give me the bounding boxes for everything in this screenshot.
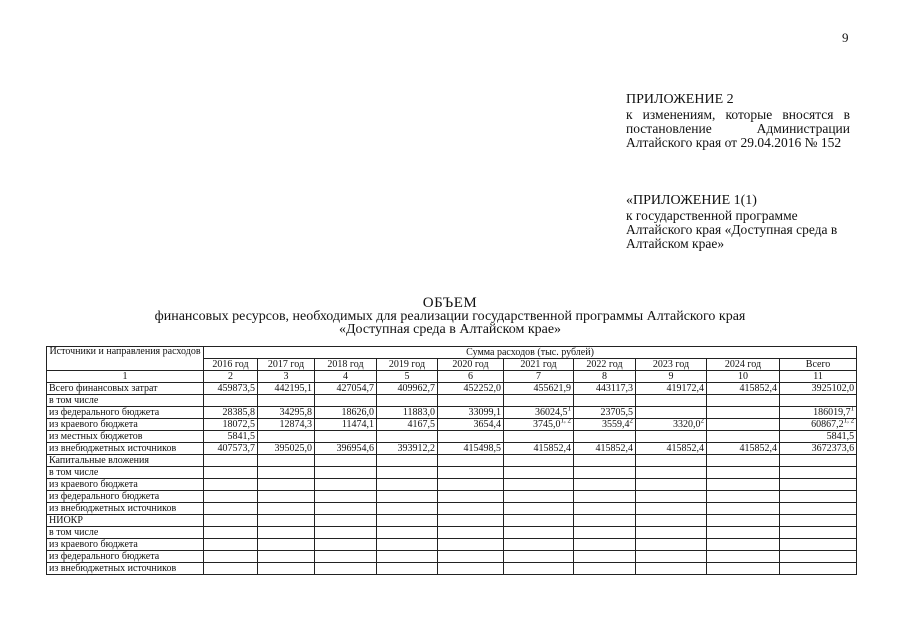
table-cell xyxy=(574,455,636,467)
table-cell xyxy=(258,443,315,455)
table-cell xyxy=(258,431,315,443)
table-cell xyxy=(780,479,857,491)
table-cell xyxy=(258,407,315,419)
cell-value: 4167,5 xyxy=(407,419,435,430)
year-header: 2020 год xyxy=(438,359,504,371)
table-cell xyxy=(204,527,258,539)
table-cell xyxy=(204,467,258,479)
table-cell xyxy=(377,551,438,563)
row-label: в том числе xyxy=(47,395,204,407)
table-cell xyxy=(707,479,780,491)
cell-value: 11883,0 xyxy=(402,407,435,418)
table-cell xyxy=(504,419,574,431)
table-cell xyxy=(504,491,574,503)
table-row xyxy=(47,467,857,479)
year-header: Всего xyxy=(780,359,857,371)
row-label: Всего финансовых затрат xyxy=(47,383,204,395)
row-label: из федерального бюджета xyxy=(47,491,204,503)
table-cell xyxy=(315,419,377,431)
column-number: 11 xyxy=(780,371,857,383)
row-label: из краевого бюджета xyxy=(47,419,204,431)
table-row xyxy=(47,491,857,503)
row-label: из федерального бюджета xyxy=(47,407,204,419)
cell-value: 3654,4 xyxy=(473,419,501,430)
cell-value: 3925102,0 xyxy=(811,383,855,394)
table-cell xyxy=(315,515,377,527)
table-cell xyxy=(707,431,780,443)
table-cell xyxy=(707,395,780,407)
table-cell xyxy=(780,383,857,395)
table-cell xyxy=(707,503,780,515)
table-cell xyxy=(315,443,377,455)
table-cell xyxy=(780,563,857,575)
table-cell xyxy=(707,455,780,467)
table-cell xyxy=(438,539,504,551)
table-cell xyxy=(780,395,857,407)
table-cell xyxy=(636,443,707,455)
table-cell xyxy=(377,419,438,431)
table-cell xyxy=(636,479,707,491)
table-cell xyxy=(574,515,636,527)
table-cell xyxy=(636,395,707,407)
table-cell xyxy=(315,407,377,419)
table-cell xyxy=(204,419,258,431)
table-cell xyxy=(315,395,377,407)
table-row xyxy=(47,539,857,551)
cell-value: 3559,4 xyxy=(602,419,630,430)
table-cell xyxy=(636,491,707,503)
table-cell xyxy=(780,419,857,431)
table-cell xyxy=(707,539,780,551)
table-row xyxy=(47,407,857,419)
table-cell xyxy=(438,503,504,515)
table-cell xyxy=(438,551,504,563)
table-cell xyxy=(315,431,377,443)
table-row xyxy=(47,395,857,407)
table-cell xyxy=(707,407,780,419)
table-header-row xyxy=(47,347,857,359)
table-cell xyxy=(636,467,707,479)
table-cell xyxy=(504,467,574,479)
title-line-1: ОБЪЕМ xyxy=(422,295,478,311)
year-header: 2022 год xyxy=(574,359,636,371)
row-label: Капитальные вложения xyxy=(47,455,204,467)
cell-value: 415498,5 xyxy=(463,443,501,454)
table-row xyxy=(47,383,857,395)
table-cell xyxy=(258,563,315,575)
table-cell xyxy=(438,515,504,527)
row-label: из внебюджетных источников xyxy=(47,443,204,455)
column-number: 7 xyxy=(504,371,574,383)
table-row xyxy=(47,563,857,575)
table-cell xyxy=(780,443,857,455)
row-label: в том числе xyxy=(47,527,204,539)
cell-value: 395025,0 xyxy=(274,443,312,454)
cell-value: 3745,0 xyxy=(533,419,561,430)
table-cell xyxy=(315,479,377,491)
document-title xyxy=(100,297,800,336)
table-cell xyxy=(574,503,636,515)
table-cell xyxy=(258,383,315,395)
table-cell xyxy=(574,539,636,551)
title-line-3: «Доступная среда в Алтайском крае» xyxy=(338,322,562,337)
table-cell xyxy=(377,479,438,491)
row-label: НИОКР xyxy=(47,515,204,527)
footnote-mark: 1, 2 xyxy=(843,418,855,425)
cell-value: 3320,0 xyxy=(673,419,701,430)
year-header: 2017 год xyxy=(258,359,315,371)
table-cell xyxy=(504,515,574,527)
table-cell xyxy=(377,407,438,419)
table-cell xyxy=(204,431,258,443)
cell-value: 415852,4 xyxy=(533,443,571,454)
table-cell xyxy=(377,455,438,467)
column-number: 4 xyxy=(315,371,377,383)
cell-value: 419172,4 xyxy=(666,383,704,394)
cell-value: 452252,0 xyxy=(463,383,501,394)
table-cell xyxy=(636,515,707,527)
table-cell xyxy=(204,455,258,467)
table-cell xyxy=(258,479,315,491)
table-cell xyxy=(707,467,780,479)
table-cell xyxy=(574,383,636,395)
appendix-block xyxy=(626,93,850,150)
cell-value: 18626,0 xyxy=(341,407,374,418)
table-row xyxy=(47,443,857,455)
table-cell xyxy=(636,407,707,419)
footnote-mark: 2 xyxy=(629,418,633,425)
table-cell xyxy=(780,515,857,527)
table-cell xyxy=(780,407,857,419)
column-number: 1 xyxy=(47,371,204,383)
appendix-inner-text: к государственной программе Алтайского края «Доступная среда в Алтайском крае» xyxy=(626,208,838,251)
table-cell xyxy=(377,395,438,407)
table-cell xyxy=(504,539,574,551)
table-cell xyxy=(574,443,636,455)
table-cell xyxy=(636,551,707,563)
cell-value: 34295,8 xyxy=(279,407,312,418)
table-cell xyxy=(574,491,636,503)
table-cell xyxy=(377,527,438,539)
table-cell xyxy=(438,419,504,431)
table-cell xyxy=(438,431,504,443)
table-cell xyxy=(636,383,707,395)
cell-value: 18072,5 xyxy=(222,419,255,430)
financing-table xyxy=(46,346,857,575)
table-cell xyxy=(438,455,504,467)
cell-value: 415852,4 xyxy=(739,443,777,454)
cell-value: 415852,4 xyxy=(739,383,777,394)
table-cell xyxy=(780,431,857,443)
footnote-mark: 1 xyxy=(850,406,855,413)
table-row xyxy=(47,419,857,431)
appendix-text: к изменениям, которые вносятся в постановление Администрации Алтайского края от 29.04.2016 № 152 xyxy=(626,107,850,150)
table-cell xyxy=(707,491,780,503)
table-cell xyxy=(707,563,780,575)
table-cell xyxy=(574,479,636,491)
table-cell xyxy=(204,539,258,551)
table-cell xyxy=(636,539,707,551)
cell-value: 442195,1 xyxy=(274,383,312,394)
year-header: 2023 год xyxy=(636,359,707,371)
table-cell xyxy=(707,443,780,455)
table-cell xyxy=(204,407,258,419)
table-cell xyxy=(438,407,504,419)
appendix-inner-block xyxy=(626,194,850,251)
table-cell xyxy=(315,491,377,503)
table-row xyxy=(47,527,857,539)
footnote-mark: 2 xyxy=(700,418,704,425)
column-number: 6 xyxy=(438,371,504,383)
table-cell xyxy=(204,491,258,503)
table-cell xyxy=(258,419,315,431)
table-cell xyxy=(574,395,636,407)
table-row xyxy=(47,551,857,563)
amount-header: Сумма расходов (тыс. рублей) xyxy=(204,347,857,359)
table-cell xyxy=(377,503,438,515)
table-cell xyxy=(315,503,377,515)
year-header: 2016 год xyxy=(204,359,258,371)
table-row xyxy=(47,455,857,467)
cell-value: 5841,5 xyxy=(826,431,855,442)
cell-value: 60867,2 xyxy=(811,419,844,430)
column-number-row xyxy=(47,371,857,383)
table-cell xyxy=(780,455,857,467)
cell-value: 5841,5 xyxy=(227,431,255,442)
table-cell xyxy=(204,515,258,527)
table-cell xyxy=(574,563,636,575)
row-label: из федерального бюджета xyxy=(47,551,204,563)
cell-value: 427054,7 xyxy=(336,383,374,394)
cell-value: 12874,3 xyxy=(279,419,312,430)
table-cell xyxy=(438,563,504,575)
table-cell xyxy=(707,419,780,431)
table-cell xyxy=(504,431,574,443)
table-cell xyxy=(636,563,707,575)
table-cell xyxy=(377,539,438,551)
table-cell xyxy=(377,383,438,395)
cell-value: 396954,6 xyxy=(336,443,374,454)
table-cell xyxy=(574,419,636,431)
page-number: 9 xyxy=(842,30,849,45)
table-cell xyxy=(504,551,574,563)
table-cell xyxy=(258,539,315,551)
table-cell xyxy=(574,551,636,563)
table-cell xyxy=(204,395,258,407)
row-label: из краевого бюджета xyxy=(47,479,204,491)
table-cell xyxy=(780,467,857,479)
cell-value: 11474,1 xyxy=(341,419,374,430)
table-cell xyxy=(204,551,258,563)
row-label: из местных бюджетов xyxy=(47,431,204,443)
table-cell xyxy=(504,383,574,395)
table-cell xyxy=(258,503,315,515)
table-cell xyxy=(636,527,707,539)
cell-value: 415852,4 xyxy=(595,443,633,454)
appendix-heading: ПРИЛОЖЕНИЕ 2 xyxy=(626,92,734,107)
table-cell xyxy=(315,455,377,467)
table-cell xyxy=(315,527,377,539)
row-label: в том числе xyxy=(47,467,204,479)
cell-value: 186019,7 xyxy=(813,407,851,418)
table-cell xyxy=(780,551,857,563)
table-cell xyxy=(377,467,438,479)
table-cell xyxy=(258,515,315,527)
table-cell xyxy=(315,539,377,551)
cell-value: 407573,7 xyxy=(217,443,255,454)
table-cell xyxy=(504,503,574,515)
title-line-2: финансовых ресурсов, необходимых для реализации государственной программы Алтайского края xyxy=(154,309,746,324)
table-cell xyxy=(258,467,315,479)
column-number: 3 xyxy=(258,371,315,383)
table-cell xyxy=(377,431,438,443)
table-cell xyxy=(504,455,574,467)
table-cell xyxy=(504,395,574,407)
footnote-mark: 1 xyxy=(567,406,571,413)
table-cell xyxy=(504,443,574,455)
table-cell xyxy=(315,551,377,563)
table-cell xyxy=(377,443,438,455)
appendix-inner-heading: «ПРИЛОЖЕНИЕ 1(1) xyxy=(626,193,757,208)
table-cell xyxy=(636,431,707,443)
cell-value: 36024,5 xyxy=(535,407,568,418)
year-header: 2019 год xyxy=(377,359,438,371)
table-cell xyxy=(438,467,504,479)
cell-value: 455621,9 xyxy=(533,383,571,394)
table-cell xyxy=(315,383,377,395)
footnote-mark: 1, 2 xyxy=(560,418,571,425)
table-cell xyxy=(707,527,780,539)
column-number: 9 xyxy=(636,371,707,383)
cell-value: 409962,7 xyxy=(397,383,435,394)
table-cell xyxy=(707,515,780,527)
table-cell xyxy=(315,563,377,575)
table-row xyxy=(47,515,857,527)
row-label: из внебюджетных источников xyxy=(47,503,204,515)
table-cell xyxy=(574,467,636,479)
table-cell xyxy=(258,491,315,503)
column-number: 8 xyxy=(574,371,636,383)
table-cell xyxy=(204,563,258,575)
table-cell xyxy=(574,431,636,443)
table-cell xyxy=(258,527,315,539)
column-number: 10 xyxy=(707,371,780,383)
cell-value: 443117,3 xyxy=(595,383,633,394)
table-cell xyxy=(258,395,315,407)
table-cell xyxy=(707,383,780,395)
cell-value: 393912,2 xyxy=(397,443,435,454)
table-cell xyxy=(504,527,574,539)
cell-value: 23705,5 xyxy=(600,407,633,418)
table-cell xyxy=(258,455,315,467)
cell-value: 33099,1 xyxy=(468,407,501,418)
table-cell xyxy=(636,503,707,515)
table-cell xyxy=(504,407,574,419)
table-cell xyxy=(377,515,438,527)
table-cell xyxy=(504,479,574,491)
table-cell xyxy=(574,527,636,539)
column-number: 5 xyxy=(377,371,438,383)
table-row xyxy=(47,503,857,515)
table-cell xyxy=(780,527,857,539)
table-cell xyxy=(204,479,258,491)
cell-value: 459873,5 xyxy=(217,383,255,394)
table-cell xyxy=(780,539,857,551)
table-cell xyxy=(636,455,707,467)
table-cell xyxy=(315,467,377,479)
year-header: 2018 год xyxy=(315,359,377,371)
table-cell xyxy=(707,551,780,563)
table-cell xyxy=(780,491,857,503)
cell-value: 28385,8 xyxy=(222,407,255,418)
table-row xyxy=(47,479,857,491)
table-row xyxy=(47,431,857,443)
table-cell xyxy=(204,503,258,515)
table-cell xyxy=(377,563,438,575)
cell-value: 415852,4 xyxy=(666,443,704,454)
year-header: 2024 год xyxy=(707,359,780,371)
column-number: 2 xyxy=(204,371,258,383)
table-cell xyxy=(438,443,504,455)
table-cell xyxy=(636,419,707,431)
table-cell xyxy=(438,527,504,539)
table-cell xyxy=(204,383,258,395)
table-cell xyxy=(258,551,315,563)
table-cell xyxy=(438,479,504,491)
table-cell xyxy=(204,443,258,455)
table-cell xyxy=(438,491,504,503)
table-cell xyxy=(574,407,636,419)
table-cell xyxy=(438,383,504,395)
row-label: из краевого бюджета xyxy=(47,539,204,551)
year-header: 2021 год xyxy=(504,359,574,371)
source-header: Источники и направления расходов xyxy=(47,347,204,371)
table-cell xyxy=(377,491,438,503)
table-cell xyxy=(438,395,504,407)
table-cell xyxy=(780,503,857,515)
row-label: из внебюджетных источников xyxy=(47,563,204,575)
table-cell xyxy=(504,563,574,575)
cell-value: 3672373,6 xyxy=(811,443,855,454)
